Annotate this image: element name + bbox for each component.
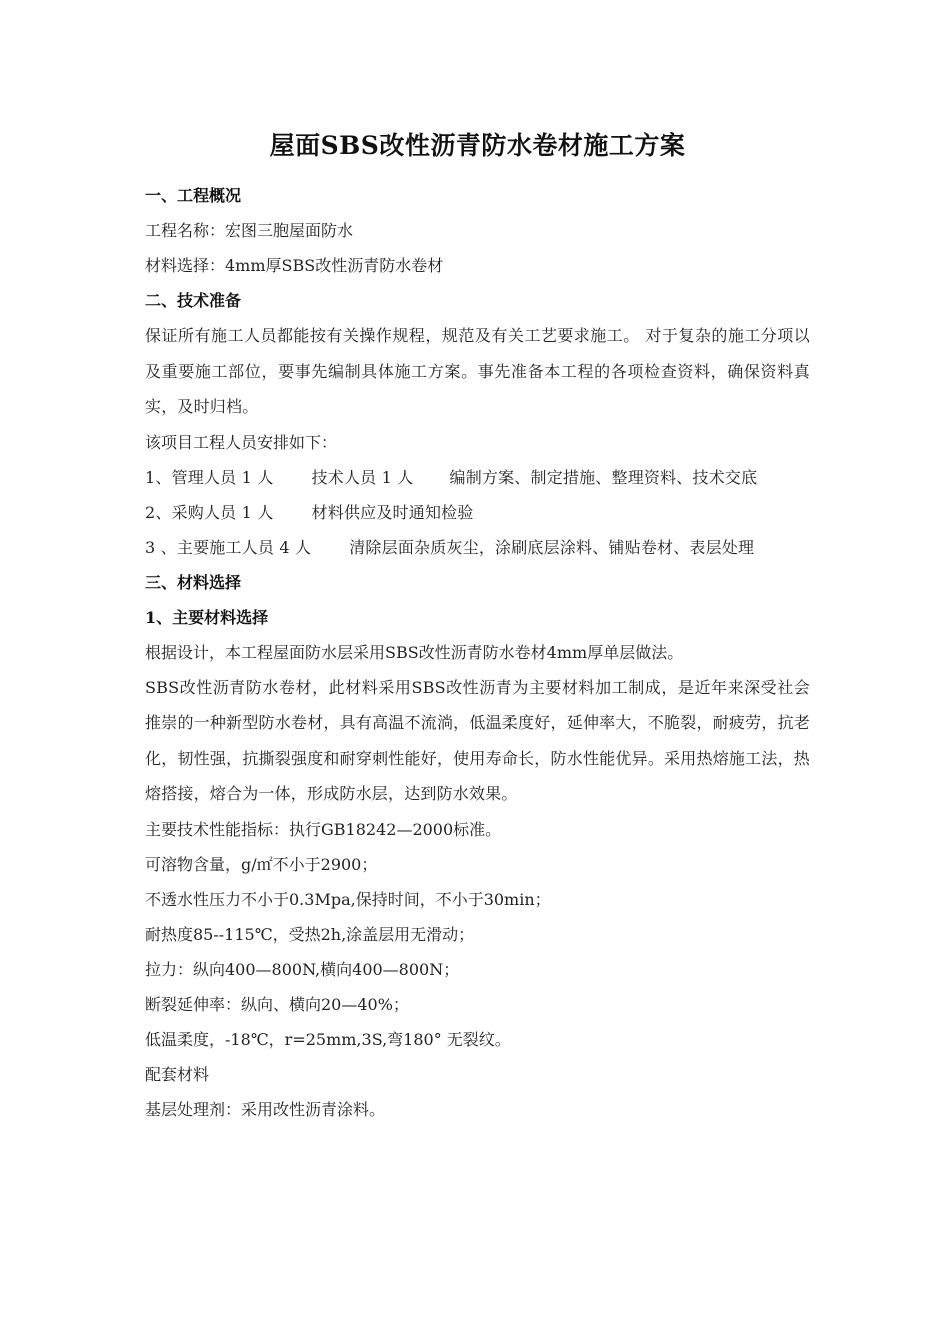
staff-role: 1、管理人员 1 人 [145,467,274,487]
staff-row [145,530,810,565]
staff-extra: 技术人员 1 人 [311,467,414,487]
staff-row [145,460,810,495]
section-heading-materials: 三、材料选择 [145,572,242,592]
document-page [145,128,810,1127]
spec-line: 可溶物含量，g/㎡不小于2900； [145,854,378,874]
staff-row [145,495,810,530]
spec-line: 不透水性压力不小于0.3Mpa,保持时间，不小于30min； [145,889,551,909]
accessory-materials-line: 配套材料 [145,1064,210,1084]
section-heading-tech-prep: 二、技术准备 [145,291,242,310]
staff-role: 2、采购人员 1 人 [145,502,274,522]
sbs-description-paragraph: SBS改性沥青防水卷材，此材料采用SBS改性沥青为主要材料加工制成，是近年来深受社会推崇的一种新型防水卷材，具有高温不流淌，低温柔度好，延伸率大，不脆裂，耐疲劳，抗老化，韧性强，抗撕裂强度和耐穿刺性能好，使用寿命长，防水性能优异。采用热熔施工法，热熔搭接，熔合为一体，形成防水层，达到防水效果。 [145,677,810,803]
material-choice-line: 材料选择：4mm厚SBS改性沥青防水卷材 [145,256,444,275]
design-line: 根据设计，本工程屋面防水层采用SBS改性沥青防水卷材4mm厚单层做法。 [145,642,684,662]
tech-prep-paragraph: 保证所有施工人员都能按有关操作规程，规范及有关工艺要求施工。 对于复杂的施工分项以及重要施工部位，要事先编制具体施工方案。事先准备本工程的各项检查资料，确保资料真实，及时归档。 [145,326,810,416]
project-name-line: 工程名称：宏图三胞屋面防水 [145,221,354,240]
spec-intro-line: 主要技术性能指标：执行GB18242—2000标准。 [145,819,502,839]
spec-line: 拉力：纵向400—800N,横向400—800N； [145,959,460,979]
spec-line: 低温柔度，-18℃，r=25mm,3S,弯180° 无裂纹。 [145,1029,511,1049]
subheading-main-materials: 1、主要材料选择 [145,607,269,627]
section-heading-overview: 一、工程概况 [145,186,242,205]
staff-duty: 材料供应及时通知检验 [311,502,474,522]
spec-line: 断裂延伸率：纵向、横向20—40%； [145,994,409,1014]
staff-intro-line: 该项目工程人员安排如下： [145,432,338,452]
document-title: 屋面SBS改性沥青防水卷材施工方案 [269,131,686,160]
staff-duty: 编制方案、制定措施、整理资料、技术交底 [449,467,758,487]
staff-role: 3 、主要施工人员 4 人 [145,537,312,557]
spec-line: 耐热度85--115℃，受热2h,涂盖层用无滑动； [145,924,475,944]
primer-line: 基层处理剂：采用改性沥青涂料。 [145,1099,386,1119]
staff-duty: 清除层面杂质灰尘，涂刷底层涂料、铺贴卷材、表层处理 [349,537,755,557]
